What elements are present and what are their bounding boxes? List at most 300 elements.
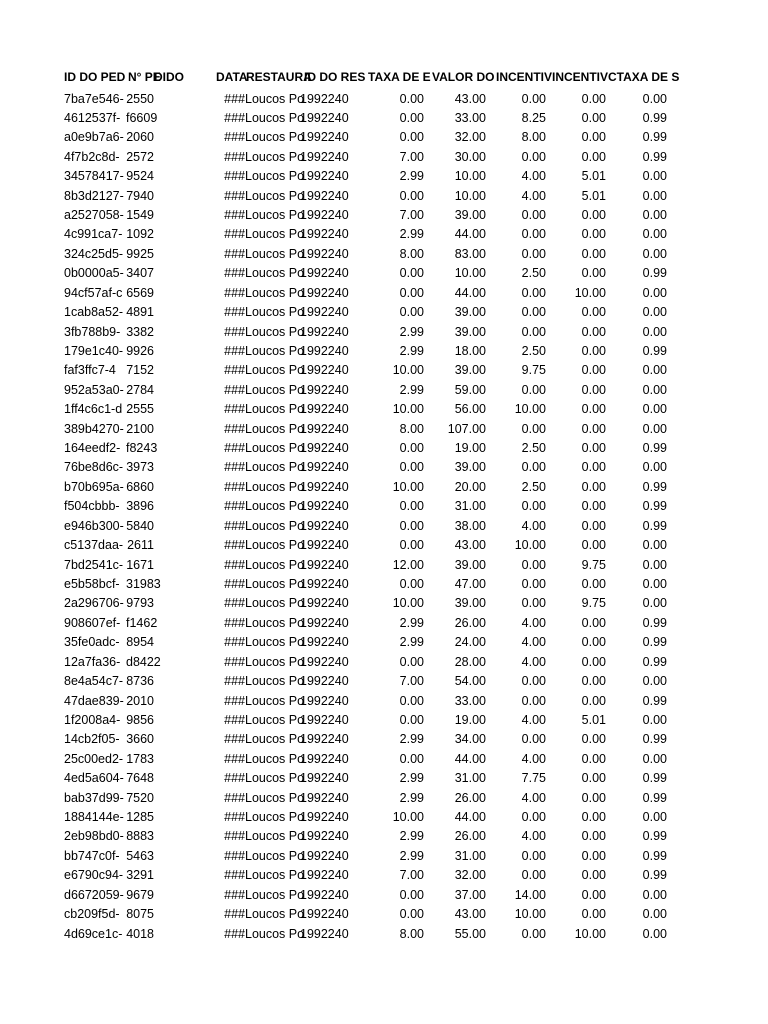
cell-data[interactable]: ### bbox=[224, 518, 245, 533]
cell-restaurante[interactable]: Loucos Po bbox=[245, 324, 305, 339]
cell-incentivo-2[interactable]: 0.00 bbox=[581, 732, 606, 747]
cell-taxa-entrega[interactable]: 0.00 bbox=[399, 285, 424, 300]
cell-incentivo-2[interactable]: 0.00 bbox=[581, 810, 606, 825]
cell-incentivo-1[interactable]: 9.75 bbox=[521, 363, 546, 378]
cell-incentivo-1[interactable]: 2.50 bbox=[521, 441, 546, 456]
cell-valor-pedido[interactable]: 47.00 bbox=[454, 577, 486, 591]
cell-taxa-servico[interactable]: 0.00 bbox=[642, 324, 667, 339]
cell-taxa-servico[interactable]: 0.99 bbox=[642, 615, 667, 630]
cell-restaurante[interactable]: Loucos Po bbox=[245, 343, 305, 358]
cell-taxa-entrega[interactable]: 8.00 bbox=[399, 421, 424, 436]
cell-taxa-entrega[interactable]: 10.00 bbox=[392, 810, 424, 825]
cell-data[interactable]: ### bbox=[224, 848, 245, 863]
cell-valor-pedido[interactable]: 39.00 bbox=[454, 208, 486, 223]
cell-taxa-servico[interactable]: 0.00 bbox=[642, 887, 667, 902]
cell-incentivo-1[interactable]: 0.00 bbox=[521, 460, 546, 475]
cell-restaurante[interactable]: Loucos Po bbox=[245, 169, 305, 184]
cell-num-pedido[interactable]: 6569 bbox=[126, 285, 154, 300]
cell-data[interactable]: ### bbox=[224, 305, 245, 320]
cell-valor-pedido[interactable]: 26.00 bbox=[454, 615, 486, 630]
cell-data[interactable]: ### bbox=[224, 479, 245, 494]
cell-id-restaurante[interactable]: 1992240 bbox=[300, 499, 349, 514]
cell-num-pedido[interactable]: 31983 bbox=[126, 577, 161, 591]
cell-id-pedido[interactable]: e6790c94- bbox=[64, 868, 124, 883]
cell-taxa-entrega[interactable]: 2.99 bbox=[399, 829, 424, 844]
cell-id-restaurante[interactable]: 1992240 bbox=[300, 635, 349, 650]
cell-num-pedido[interactable]: 9524 bbox=[126, 169, 154, 184]
cell-taxa-entrega[interactable]: 2.99 bbox=[399, 771, 424, 786]
cell-id-pedido[interactable]: 908607ef- bbox=[64, 615, 121, 630]
cell-restaurante[interactable]: Loucos Po bbox=[245, 382, 305, 397]
cell-incentivo-2[interactable]: 5.01 bbox=[581, 188, 606, 203]
cell-valor-pedido[interactable]: 44.00 bbox=[454, 810, 486, 825]
cell-incentivo-1[interactable]: 0.00 bbox=[521, 848, 546, 863]
cell-restaurante[interactable]: Loucos Po bbox=[245, 751, 305, 766]
cell-valor-pedido[interactable]: 39.00 bbox=[454, 324, 486, 339]
cell-num-pedido[interactable]: 5463 bbox=[126, 848, 154, 863]
cell-id-restaurante[interactable]: 1992240 bbox=[300, 305, 349, 320]
cell-valor-pedido[interactable]: 83.00 bbox=[454, 246, 486, 261]
cell-valor-pedido[interactable]: 59.00 bbox=[454, 382, 486, 397]
cell-taxa-servico[interactable]: 0.00 bbox=[642, 169, 667, 184]
cell-id-pedido[interactable]: 8b3d2127- bbox=[64, 188, 124, 203]
cell-restaurante[interactable]: Loucos Po bbox=[245, 130, 305, 145]
cell-restaurante[interactable]: Loucos Po bbox=[245, 868, 305, 883]
cell-restaurante[interactable]: Loucos Po bbox=[245, 421, 305, 436]
cell-data[interactable]: ### bbox=[224, 868, 245, 883]
cell-num-pedido[interactable]: 7520 bbox=[126, 790, 154, 805]
cell-taxa-servico[interactable]: 0.99 bbox=[642, 732, 667, 747]
cell-data[interactable]: ### bbox=[224, 208, 245, 223]
cell-restaurante[interactable]: Loucos Po bbox=[245, 771, 305, 786]
cell-restaurante[interactable]: Loucos Po bbox=[245, 887, 305, 902]
cell-taxa-entrega[interactable]: 0.00 bbox=[399, 305, 424, 320]
cell-id-pedido[interactable]: cb209f5d- bbox=[64, 907, 120, 922]
cell-id-restaurante[interactable]: 1992240 bbox=[300, 149, 349, 164]
cell-incentivo-1[interactable]: 0.00 bbox=[521, 246, 546, 261]
cell-id-pedido[interactable]: 0b0000a5- bbox=[64, 266, 124, 281]
cell-restaurante[interactable]: Loucos Po bbox=[245, 441, 305, 456]
cell-num-pedido[interactable]: 3973 bbox=[126, 460, 154, 475]
cell-taxa-servico[interactable]: 0.00 bbox=[642, 751, 667, 766]
cell-data[interactable]: ### bbox=[224, 441, 245, 456]
cell-id-restaurante[interactable]: 1992240 bbox=[300, 557, 349, 572]
cell-num-pedido[interactable]: 1783 bbox=[126, 751, 154, 766]
cell-id-restaurante[interactable]: 1992240 bbox=[300, 188, 349, 203]
cell-restaurante[interactable]: Loucos Po bbox=[245, 635, 305, 650]
cell-id-pedido[interactable]: b70b695a- bbox=[64, 479, 124, 494]
cell-id-pedido[interactable]: 3fb788b9- bbox=[64, 324, 121, 339]
cell-num-pedido[interactable]: 2060 bbox=[126, 130, 154, 145]
cell-data[interactable]: ### bbox=[224, 227, 245, 242]
cell-valor-pedido[interactable]: 44.00 bbox=[454, 227, 486, 242]
cell-valor-pedido[interactable]: 26.00 bbox=[454, 829, 486, 844]
cell-valor-pedido[interactable]: 34.00 bbox=[454, 732, 486, 747]
cell-incentivo-2[interactable]: 0.00 bbox=[581, 538, 606, 553]
cell-data[interactable]: ### bbox=[224, 596, 245, 611]
cell-taxa-entrega[interactable]: 0.00 bbox=[399, 110, 424, 125]
cell-restaurante[interactable]: Loucos Po bbox=[245, 518, 305, 533]
cell-incentivo-1[interactable]: 0.00 bbox=[521, 810, 546, 825]
cell-taxa-servico[interactable]: 0.99 bbox=[642, 110, 667, 125]
cell-num-pedido[interactable]: 2784 bbox=[126, 382, 154, 397]
cell-taxa-servico[interactable]: 0.00 bbox=[642, 208, 667, 223]
cell-valor-pedido[interactable]: 33.00 bbox=[454, 693, 486, 708]
cell-data[interactable]: ### bbox=[224, 926, 245, 941]
cell-id-pedido[interactable]: 8e4a54c7- bbox=[64, 674, 124, 689]
cell-data[interactable]: ### bbox=[224, 810, 245, 825]
cell-incentivo-2[interactable]: 0.00 bbox=[581, 518, 606, 533]
cell-valor-pedido[interactable]: 44.00 bbox=[454, 751, 486, 766]
cell-data[interactable]: ### bbox=[224, 188, 245, 203]
cell-valor-pedido[interactable]: 30.00 bbox=[454, 149, 486, 164]
cell-id-pedido[interactable]: 2a296706- bbox=[64, 596, 124, 611]
cell-taxa-entrega[interactable]: 2.99 bbox=[399, 382, 424, 397]
cell-id-pedido[interactable]: 25c00ed2- bbox=[64, 751, 124, 766]
cell-id-pedido[interactable]: d6672059- bbox=[64, 887, 124, 902]
cell-taxa-servico[interactable]: 0.00 bbox=[642, 91, 667, 106]
cell-taxa-servico[interactable]: 0.99 bbox=[642, 499, 667, 514]
cell-id-pedido[interactable]: a2527058- bbox=[64, 208, 124, 223]
cell-valor-pedido[interactable]: 32.00 bbox=[454, 868, 486, 883]
cell-restaurante[interactable]: Loucos Po bbox=[245, 188, 305, 203]
cell-taxa-servico[interactable]: 0.99 bbox=[642, 771, 667, 786]
cell-incentivo-2[interactable]: 0.00 bbox=[581, 305, 606, 320]
cell-valor-pedido[interactable]: 54.00 bbox=[454, 674, 486, 689]
cell-id-pedido[interactable]: 164eedf2- bbox=[64, 441, 121, 456]
cell-taxa-entrega[interactable]: 10.00 bbox=[392, 596, 424, 611]
cell-restaurante[interactable]: Loucos Po bbox=[245, 538, 305, 553]
cell-id-restaurante[interactable]: 1992240 bbox=[300, 848, 349, 863]
cell-id-restaurante[interactable]: 1992240 bbox=[300, 538, 349, 553]
cell-incentivo-1[interactable]: 0.00 bbox=[521, 227, 546, 242]
cell-valor-pedido[interactable]: 43.00 bbox=[454, 91, 486, 106]
cell-taxa-entrega[interactable]: 2.99 bbox=[399, 615, 424, 630]
cell-taxa-servico[interactable]: 0.00 bbox=[642, 538, 667, 553]
cell-id-restaurante[interactable]: 1992240 bbox=[300, 441, 349, 456]
cell-incentivo-2[interactable]: 0.00 bbox=[581, 615, 606, 630]
cell-id-pedido[interactable]: 94cf57af-c bbox=[64, 285, 123, 300]
cell-data[interactable]: ### bbox=[224, 615, 245, 630]
cell-taxa-servico[interactable]: 0.00 bbox=[642, 674, 667, 689]
cell-data[interactable]: ### bbox=[224, 732, 245, 747]
cell-taxa-servico[interactable]: 0.00 bbox=[642, 926, 667, 941]
cell-data[interactable]: ### bbox=[224, 149, 245, 164]
cell-id-restaurante[interactable]: 1992240 bbox=[300, 771, 349, 786]
cell-restaurante[interactable]: Loucos Po bbox=[245, 266, 305, 281]
cell-num-pedido[interactable]: 9793 bbox=[126, 596, 154, 611]
cell-incentivo-2[interactable]: 10.00 bbox=[574, 285, 606, 300]
cell-restaurante[interactable]: Loucos Po bbox=[245, 557, 305, 572]
cell-data[interactable]: ### bbox=[224, 460, 245, 475]
cell-incentivo-1[interactable]: 10.00 bbox=[514, 907, 546, 922]
cell-id-restaurante[interactable]: 1992240 bbox=[300, 829, 349, 844]
cell-taxa-servico[interactable]: 0.99 bbox=[642, 848, 667, 863]
cell-incentivo-1[interactable]: 0.00 bbox=[521, 421, 546, 436]
cell-taxa-servico[interactable]: 0.00 bbox=[642, 246, 667, 261]
cell-num-pedido[interactable]: 8954 bbox=[126, 635, 154, 650]
cell-id-restaurante[interactable]: 1992240 bbox=[300, 615, 349, 630]
cell-data[interactable]: ### bbox=[224, 771, 245, 786]
cell-valor-pedido[interactable]: 107.00 bbox=[447, 421, 486, 436]
cell-id-pedido[interactable]: 1cab8a52- bbox=[64, 305, 124, 320]
cell-id-pedido[interactable]: 14cb2f05- bbox=[64, 732, 120, 747]
cell-num-pedido[interactable]: 3382 bbox=[126, 324, 154, 339]
cell-id-restaurante[interactable]: 1992240 bbox=[300, 596, 349, 611]
cell-taxa-entrega[interactable]: 0.00 bbox=[399, 518, 424, 533]
cell-taxa-entrega[interactable]: 10.00 bbox=[392, 479, 424, 494]
cell-incentivo-1[interactable]: 8.00 bbox=[521, 130, 546, 145]
cell-valor-pedido[interactable]: 31.00 bbox=[454, 499, 486, 514]
cell-incentivo-1[interactable]: 0.00 bbox=[521, 499, 546, 514]
cell-restaurante[interactable]: Loucos Po bbox=[245, 479, 305, 494]
cell-valor-pedido[interactable]: 10.00 bbox=[454, 266, 486, 281]
cell-taxa-entrega[interactable]: 2.99 bbox=[399, 169, 424, 184]
cell-restaurante[interactable]: Loucos Po bbox=[245, 110, 305, 125]
cell-id-restaurante[interactable]: 1992240 bbox=[300, 868, 349, 883]
cell-incentivo-1[interactable]: 0.00 bbox=[521, 305, 546, 320]
cell-restaurante[interactable]: Loucos Po bbox=[245, 460, 305, 475]
cell-incentivo-1[interactable]: 4.00 bbox=[521, 169, 546, 184]
cell-id-pedido[interactable]: 1ff4c6c1-d bbox=[64, 402, 123, 417]
cell-id-pedido[interactable]: 1f2008a4- bbox=[64, 712, 121, 727]
cell-data[interactable]: ### bbox=[224, 91, 245, 106]
cell-num-pedido[interactable]: 3660 bbox=[126, 732, 154, 747]
cell-num-pedido[interactable]: 1671 bbox=[126, 557, 154, 572]
cell-taxa-servico[interactable]: 0.99 bbox=[642, 130, 667, 145]
header-incentivo-1[interactable]: INCENTIV bbox=[496, 70, 553, 84]
cell-num-pedido[interactable]: 2100 bbox=[126, 421, 154, 436]
cell-taxa-entrega[interactable]: 2.99 bbox=[399, 635, 424, 650]
cell-restaurante[interactable]: Loucos Po bbox=[245, 305, 305, 320]
cell-valor-pedido[interactable]: 24.00 bbox=[454, 635, 486, 650]
cell-data[interactable]: ### bbox=[224, 402, 245, 417]
cell-taxa-servico[interactable]: 0.00 bbox=[642, 402, 667, 417]
cell-restaurante[interactable]: Loucos Po bbox=[245, 712, 305, 727]
cell-taxa-entrega[interactable]: 0.00 bbox=[399, 266, 424, 281]
cell-incentivo-1[interactable]: 0.00 bbox=[521, 324, 546, 339]
cell-incentivo-2[interactable]: 0.00 bbox=[581, 751, 606, 766]
cell-num-pedido[interactable]: 9679 bbox=[126, 887, 154, 902]
cell-id-pedido[interactable]: 4c991ca7- bbox=[64, 227, 123, 242]
cell-id-restaurante[interactable]: 1992240 bbox=[300, 926, 349, 941]
cell-num-pedido[interactable]: 8075 bbox=[126, 907, 154, 922]
cell-incentivo-1[interactable]: 0.00 bbox=[521, 149, 546, 164]
cell-taxa-entrega[interactable]: 7.00 bbox=[399, 208, 424, 223]
cell-num-pedido[interactable]: 4018 bbox=[126, 926, 154, 941]
cell-incentivo-1[interactable]: 2.50 bbox=[521, 479, 546, 494]
cell-taxa-servico[interactable]: 0.00 bbox=[642, 577, 667, 591]
cell-taxa-entrega[interactable]: 0.00 bbox=[399, 887, 424, 902]
cell-num-pedido[interactable]: 3407 bbox=[126, 266, 154, 281]
cell-taxa-servico[interactable]: 0.99 bbox=[642, 693, 667, 708]
cell-valor-pedido[interactable]: 38.00 bbox=[454, 518, 486, 533]
cell-taxa-servico[interactable]: 0.99 bbox=[642, 441, 667, 456]
cell-incentivo-2[interactable]: 0.00 bbox=[581, 149, 606, 164]
cell-data[interactable]: ### bbox=[224, 421, 245, 436]
cell-num-pedido[interactable]: 8736 bbox=[126, 674, 154, 689]
cell-data[interactable]: ### bbox=[224, 712, 245, 727]
cell-incentivo-2[interactable]: 0.00 bbox=[581, 868, 606, 883]
cell-data[interactable]: ### bbox=[224, 790, 245, 805]
cell-id-pedido[interactable]: faf3ffc7-4 bbox=[64, 363, 116, 378]
cell-taxa-entrega[interactable]: 2.99 bbox=[399, 343, 424, 358]
cell-taxa-servico[interactable]: 0.99 bbox=[642, 790, 667, 805]
cell-data[interactable]: ### bbox=[224, 382, 245, 397]
cell-id-restaurante[interactable]: 1992240 bbox=[300, 751, 349, 766]
cell-taxa-servico[interactable]: 0.99 bbox=[642, 343, 667, 358]
cell-id-restaurante[interactable]: 1992240 bbox=[300, 130, 349, 145]
cell-taxa-entrega[interactable]: 0.00 bbox=[399, 499, 424, 514]
cell-valor-pedido[interactable]: 26.00 bbox=[454, 790, 486, 805]
cell-data[interactable]: ### bbox=[224, 285, 245, 300]
cell-taxa-servico[interactable]: 0.99 bbox=[642, 868, 667, 883]
cell-valor-pedido[interactable]: 44.00 bbox=[454, 285, 486, 300]
cell-taxa-entrega[interactable]: 0.00 bbox=[399, 693, 424, 708]
cell-incentivo-1[interactable]: 0.00 bbox=[521, 693, 546, 708]
cell-incentivo-2[interactable]: 0.00 bbox=[581, 829, 606, 844]
cell-taxa-servico[interactable]: 0.99 bbox=[642, 149, 667, 164]
cell-incentivo-1[interactable]: 14.00 bbox=[514, 887, 546, 902]
cell-id-pedido[interactable]: 952a53a0- bbox=[64, 382, 124, 397]
cell-incentivo-2[interactable]: 0.00 bbox=[581, 460, 606, 475]
cell-id-pedido[interactable]: f504cbbb- bbox=[64, 499, 120, 514]
cell-num-pedido[interactable]: f1462 bbox=[126, 615, 158, 630]
cell-incentivo-1[interactable]: 4.00 bbox=[521, 712, 546, 727]
cell-incentivo-2[interactable]: 9.75 bbox=[581, 557, 606, 572]
header-valor-pedido[interactable]: VALOR DO bbox=[432, 70, 495, 84]
cell-incentivo-1[interactable]: 0.00 bbox=[521, 91, 546, 106]
cell-incentivo-1[interactable]: 4.00 bbox=[521, 790, 546, 805]
cell-id-restaurante[interactable]: 1992240 bbox=[300, 285, 349, 300]
cell-incentivo-2[interactable]: 0.00 bbox=[581, 324, 606, 339]
cell-data[interactable]: ### bbox=[224, 363, 245, 378]
cell-num-pedido[interactable]: 9926 bbox=[126, 343, 154, 358]
cell-incentivo-1[interactable]: 10.00 bbox=[514, 402, 546, 417]
cell-incentivo-2[interactable]: 0.00 bbox=[581, 363, 606, 378]
cell-num-pedido[interactable]: 7648 bbox=[126, 771, 154, 786]
cell-taxa-entrega[interactable]: 0.00 bbox=[399, 577, 424, 591]
cell-valor-pedido[interactable]: 37.00 bbox=[454, 887, 486, 902]
cell-incentivo-1[interactable]: 4.00 bbox=[521, 654, 546, 669]
cell-id-restaurante[interactable]: 1992240 bbox=[300, 227, 349, 242]
cell-restaurante[interactable]: Loucos Po bbox=[245, 149, 305, 164]
cell-incentivo-2[interactable]: 0.00 bbox=[581, 771, 606, 786]
cell-id-restaurante[interactable]: 1992240 bbox=[300, 246, 349, 261]
cell-incentivo-2[interactable]: 5.01 bbox=[581, 712, 606, 727]
cell-taxa-entrega[interactable]: 0.00 bbox=[399, 130, 424, 145]
cell-incentivo-2[interactable]: 0.00 bbox=[581, 635, 606, 650]
cell-taxa-entrega[interactable]: 0.00 bbox=[399, 712, 424, 727]
cell-restaurante[interactable]: Loucos Po bbox=[245, 246, 305, 261]
cell-restaurante[interactable]: Loucos Po bbox=[245, 91, 305, 106]
cell-id-pedido[interactable]: 7ba7e546- bbox=[64, 91, 124, 106]
cell-restaurante[interactable]: Loucos Po bbox=[245, 732, 305, 747]
cell-num-pedido[interactable]: 7940 bbox=[126, 188, 154, 203]
header-num-pedido[interactable]: N° PE bbox=[128, 70, 161, 84]
cell-incentivo-2[interactable]: 0.00 bbox=[581, 577, 606, 591]
cell-id-restaurante[interactable]: 1992240 bbox=[300, 654, 349, 669]
cell-valor-pedido[interactable]: 19.00 bbox=[454, 712, 486, 727]
cell-num-pedido[interactable]: 3896 bbox=[126, 499, 154, 514]
cell-id-restaurante[interactable]: 1992240 bbox=[300, 91, 349, 106]
cell-data[interactable]: ### bbox=[224, 130, 245, 145]
cell-id-pedido[interactable]: 4f7b2c8d- bbox=[64, 149, 120, 164]
cell-id-pedido[interactable]: 324c25d5- bbox=[64, 246, 124, 261]
cell-valor-pedido[interactable]: 55.00 bbox=[454, 926, 486, 941]
cell-id-restaurante[interactable]: 1992240 bbox=[300, 887, 349, 902]
cell-taxa-entrega[interactable]: 12.00 bbox=[392, 557, 424, 572]
cell-valor-pedido[interactable]: 31.00 bbox=[454, 771, 486, 786]
cell-data[interactable]: ### bbox=[224, 635, 245, 650]
cell-id-restaurante[interactable]: 1992240 bbox=[300, 266, 349, 281]
cell-taxa-entrega[interactable]: 10.00 bbox=[392, 363, 424, 378]
cell-id-restaurante[interactable]: 1992240 bbox=[300, 343, 349, 358]
cell-data[interactable]: ### bbox=[224, 751, 245, 766]
cell-taxa-servico[interactable]: 0.99 bbox=[642, 518, 667, 533]
cell-incentivo-2[interactable]: 0.00 bbox=[581, 227, 606, 242]
cell-restaurante[interactable]: Loucos Po bbox=[245, 790, 305, 805]
cell-incentivo-1[interactable]: 0.00 bbox=[521, 868, 546, 883]
cell-incentivo-1[interactable]: 4.00 bbox=[521, 188, 546, 203]
cell-taxa-entrega[interactable]: 2.99 bbox=[399, 848, 424, 863]
cell-valor-pedido[interactable]: 39.00 bbox=[454, 596, 486, 611]
cell-incentivo-2[interactable]: 0.00 bbox=[581, 421, 606, 436]
header-taxa-entrega[interactable]: TAXA DE E bbox=[368, 70, 431, 84]
cell-incentivo-1[interactable]: 4.00 bbox=[521, 829, 546, 844]
cell-id-pedido[interactable]: 2eb98bd0- bbox=[64, 829, 124, 844]
cell-id-restaurante[interactable]: 1992240 bbox=[300, 693, 349, 708]
cell-taxa-servico[interactable]: 0.00 bbox=[642, 810, 667, 825]
cell-incentivo-2[interactable]: 10.00 bbox=[574, 926, 606, 941]
cell-incentivo-2[interactable]: 0.00 bbox=[581, 382, 606, 397]
cell-taxa-entrega[interactable]: 0.00 bbox=[399, 460, 424, 475]
cell-num-pedido[interactable]: 8883 bbox=[126, 829, 154, 844]
cell-incentivo-1[interactable]: 2.50 bbox=[521, 266, 546, 281]
cell-taxa-servico[interactable]: 0.00 bbox=[642, 285, 667, 300]
cell-incentivo-1[interactable]: 4.00 bbox=[521, 635, 546, 650]
cell-taxa-servico[interactable]: 0.00 bbox=[642, 907, 667, 922]
cell-restaurante[interactable]: Loucos Po bbox=[245, 285, 305, 300]
cell-restaurante[interactable]: Loucos Po bbox=[245, 499, 305, 514]
cell-incentivo-1[interactable]: 4.00 bbox=[521, 518, 546, 533]
cell-num-pedido[interactable]: 1549 bbox=[126, 208, 154, 223]
cell-data[interactable]: ### bbox=[224, 110, 245, 125]
cell-incentivo-2[interactable]: 0.00 bbox=[581, 499, 606, 514]
cell-id-restaurante[interactable]: 1992240 bbox=[300, 421, 349, 436]
cell-restaurante[interactable]: Loucos Po bbox=[245, 227, 305, 242]
cell-data[interactable]: ### bbox=[224, 829, 245, 844]
cell-incentivo-2[interactable]: 0.00 bbox=[581, 479, 606, 494]
cell-restaurante[interactable]: Loucos Po bbox=[245, 596, 305, 611]
cell-data[interactable]: ### bbox=[224, 693, 245, 708]
cell-id-pedido[interactable]: 34578417- bbox=[64, 169, 124, 184]
cell-restaurante[interactable]: Loucos Po bbox=[245, 402, 305, 417]
cell-valor-pedido[interactable]: 56.00 bbox=[454, 402, 486, 417]
cell-incentivo-1[interactable]: 0.00 bbox=[521, 382, 546, 397]
cell-valor-pedido[interactable]: 18.00 bbox=[454, 343, 486, 358]
cell-num-pedido[interactable]: 2010 bbox=[126, 693, 154, 708]
cell-num-pedido[interactable]: 5840 bbox=[126, 518, 154, 533]
cell-taxa-entrega[interactable]: 0.00 bbox=[399, 538, 424, 553]
cell-incentivo-2[interactable]: 0.00 bbox=[581, 402, 606, 417]
cell-taxa-entrega[interactable]: 2.99 bbox=[399, 732, 424, 747]
cell-restaurante[interactable]: Loucos Po bbox=[245, 674, 305, 689]
cell-incentivo-1[interactable]: 10.00 bbox=[514, 538, 546, 553]
cell-incentivo-2[interactable]: 0.00 bbox=[581, 654, 606, 669]
cell-id-restaurante[interactable]: 1992240 bbox=[300, 460, 349, 475]
cell-id-restaurante[interactable]: 1992240 bbox=[300, 577, 349, 591]
